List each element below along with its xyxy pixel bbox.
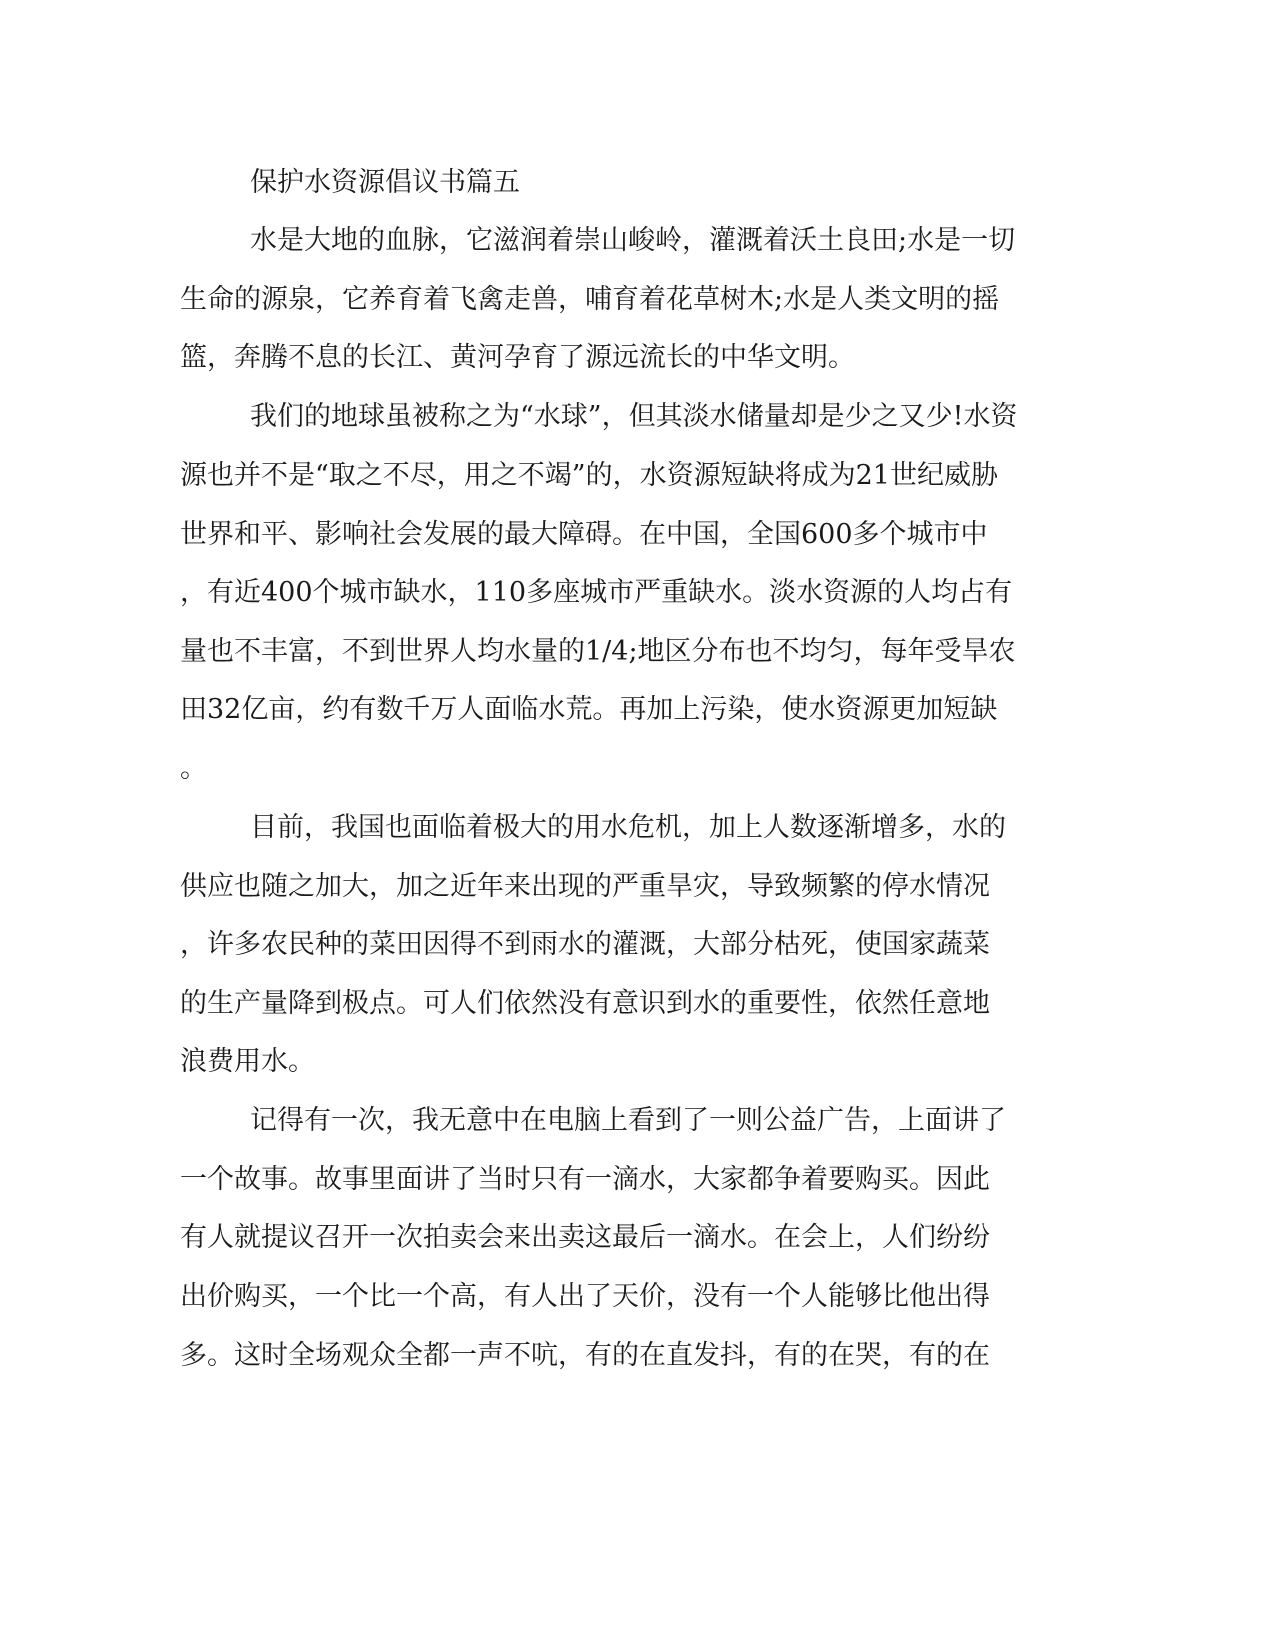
paragraph-line: 目前，我国也面临着极大的用水危机，加上人数逐渐增多，水的	[250, 812, 1006, 843]
paragraph-line: ，有近400个城市缺水，110多座城市严重缺水。淡水资源的人均占有	[180, 577, 1013, 608]
paragraph-line: 水是大地的血脉，它滋润着崇山峻岭，灌溉着沃土良田;水是一切	[250, 225, 1016, 256]
paragraph-line: 多。这时全场观众全都一声不吭，有的在直发抖，有的在哭，有的在	[180, 1340, 990, 1371]
paragraph-line: 我们的地球虽被称之为“水球”，但其淡水储量却是少之又少!水资	[250, 401, 1018, 432]
paragraph-line: 供应也随之加大，加之近年来出现的严重旱灾，导致频繁的停水情况	[180, 871, 990, 902]
paragraph-line: 。	[180, 753, 207, 784]
paragraph-line: 的生产量降到极点。可人们依然没有意识到水的重要性，依然任意地	[180, 988, 990, 1019]
paragraph-line: ，许多农民种的菜田因得不到雨水的灌溉，大部分枯死，使国家蔬菜	[180, 929, 990, 960]
paragraph-line: 篮，奔腾不息的长江、黄河孕育了源远流长的中华文明。	[180, 342, 855, 373]
paragraph-line: 源也并不是“取之不尽，用之不竭”的，水资源短缺将成为21世纪威胁	[180, 460, 998, 491]
paragraph-line: 浪费用水。	[180, 1046, 315, 1077]
paragraph-line: 生命的源泉，它养育着飞禽走兽，哺育着花草树木;水是人类文明的摇	[180, 284, 1000, 315]
paragraph-line: 田32亿亩，约有数千万人面临水荒。再加上污染，使水资源更加短缺	[180, 694, 998, 725]
paragraph-line: 有人就提议召开一次拍卖会来出卖这最后一滴水。在会上，人们纷纷	[180, 1222, 990, 1253]
document-title: 保护水资源倡议书篇五	[250, 167, 520, 198]
paragraph-line: 量也不丰富，不到世界人均水量的1/4;地区分布也不均匀，每年受旱农	[180, 636, 1016, 667]
paragraph-line: 世界和平、影响社会发展的最大障碍。在中国，全国600多个城市中	[180, 519, 988, 550]
paragraph-line: 记得有一次，我无意中在电脑上看到了一则公益广告，上面讲了	[250, 1105, 1006, 1136]
paragraph-line: 出价购买，一个比一个高，有人出了天价，没有一个人能够比他出得	[180, 1281, 990, 1312]
paragraph-line: 一个故事。故事里面讲了当时只有一滴水，大家都争着要购买。因此	[180, 1164, 990, 1195]
